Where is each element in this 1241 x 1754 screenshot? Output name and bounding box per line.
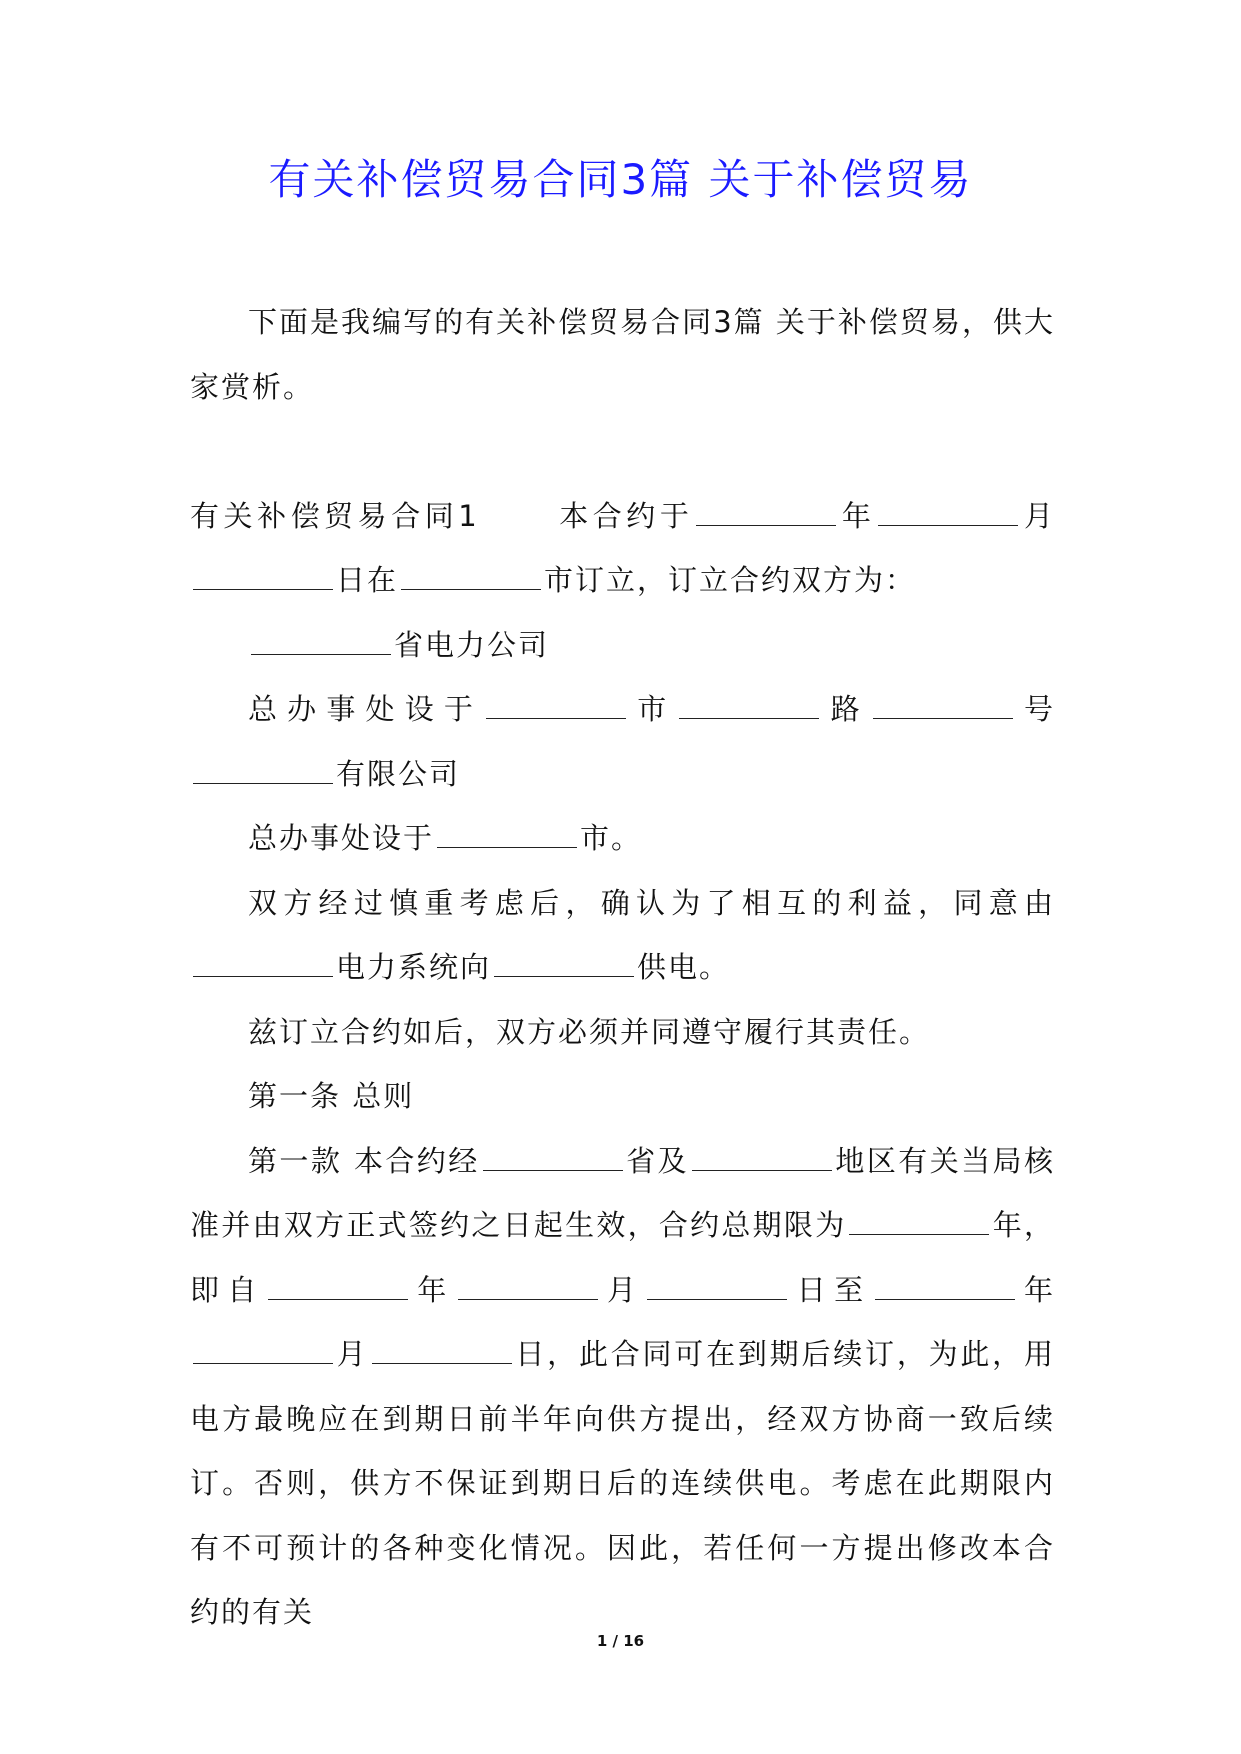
fill-blank <box>679 717 819 719</box>
fill-blank <box>268 1298 408 1300</box>
text-run: 市订立，订立合约双方为： <box>544 563 917 597</box>
fill-blank <box>696 524 836 526</box>
fill-blank <box>647 1298 787 1300</box>
fill-blank <box>875 1298 1015 1300</box>
text-run: 第一条 总则 <box>248 1079 415 1113</box>
fill-blank <box>251 653 391 655</box>
text-run: 总办事处设于 <box>248 692 484 726</box>
text-run: 地区有关当局核准并由双方正式签约之日起生效，合约总期限为 <box>190 1143 1055 1242</box>
text-run: 号 <box>1015 692 1055 726</box>
contract-paragraph-2 <box>190 613 1055 678</box>
text-run: 兹订立合约如后，双方必须并同遵守履行其责任。 <box>248 1014 931 1049</box>
contract-paragraph-4 <box>190 806 1055 871</box>
fill-blank <box>486 717 626 719</box>
text-run: 电力系统向 <box>336 950 492 984</box>
fill-blank <box>873 717 1013 719</box>
paragraph-gap <box>190 419 1055 484</box>
text-run: 双方经过慎重考虑后，确认为了相互的利益，同意由 <box>248 885 1055 920</box>
text-run: 年，即自 <box>190 1208 1055 1307</box>
text-run: 日在 <box>336 563 399 597</box>
text-run: 供电。 <box>637 950 731 984</box>
fill-blank <box>849 1233 989 1235</box>
fill-blank <box>193 588 333 590</box>
fill-blank <box>193 1362 333 1364</box>
contract-paragraph-3 <box>190 677 1055 806</box>
contract-heading: 有关补偿贸易合同1 <box>190 498 479 533</box>
text-run: 月 <box>600 1272 645 1307</box>
text-run: 日至 <box>790 1272 872 1307</box>
text-run: 路 <box>822 692 870 726</box>
fill-blank <box>193 975 333 977</box>
text-run: 月 <box>1021 498 1055 533</box>
text-run: 第一款 本合约经 <box>248 1143 480 1178</box>
text-run: 有限公司 <box>336 756 461 791</box>
document-body <box>190 290 1055 1645</box>
text-run: 月 <box>336 1337 369 1371</box>
text-run: 省及 <box>625 1143 689 1178</box>
article-heading <box>190 1064 1055 1129</box>
fill-blank <box>483 1169 623 1171</box>
text-run: 市。 <box>580 821 643 855</box>
text-run: 省电力公司 <box>394 627 550 662</box>
intro-text: 下面是我编写的有关补偿贸易合同3篇 关于补偿贸易，供大家赏析。 <box>190 305 1055 404</box>
text-run: 年 <box>1017 1272 1055 1307</box>
fill-blank <box>193 782 333 784</box>
fill-blank <box>692 1169 832 1171</box>
text-run: 总办事处设于 <box>248 821 435 855</box>
contract-paragraph-5 <box>190 871 1055 1000</box>
text-run: 年 <box>839 498 876 533</box>
contract-paragraph-1 <box>190 484 1055 613</box>
document-title: 有关补偿贸易合同3篇 关于补偿贸易 <box>268 155 973 204</box>
text-run: 本合约于 <box>556 498 694 533</box>
text-run: 年 <box>410 1272 455 1307</box>
text-run: 市 <box>629 692 677 726</box>
intro-paragraph <box>190 290 1055 419</box>
text-run: 日，此合同可在到期后续订，为此，用电方最晚应在到期日前半年向供方提出，经双方协商一致后续订。否则，供方不保证到期日后的连续供电。考虑在此期限内有不可预计的各种变化情况。因此，若任何一方提出修改本合约的有关 <box>190 1337 1055 1629</box>
fill-blank <box>878 524 1018 526</box>
fill-blank <box>401 588 541 590</box>
page-number: 1 / 16 <box>596 1632 645 1650</box>
fill-blank <box>494 975 634 977</box>
fill-blank <box>372 1362 512 1364</box>
fill-blank <box>437 846 577 848</box>
contract-paragraph-8 <box>190 1129 1055 1645</box>
contract-paragraph-6 <box>190 1000 1055 1065</box>
fill-blank <box>458 1298 598 1300</box>
